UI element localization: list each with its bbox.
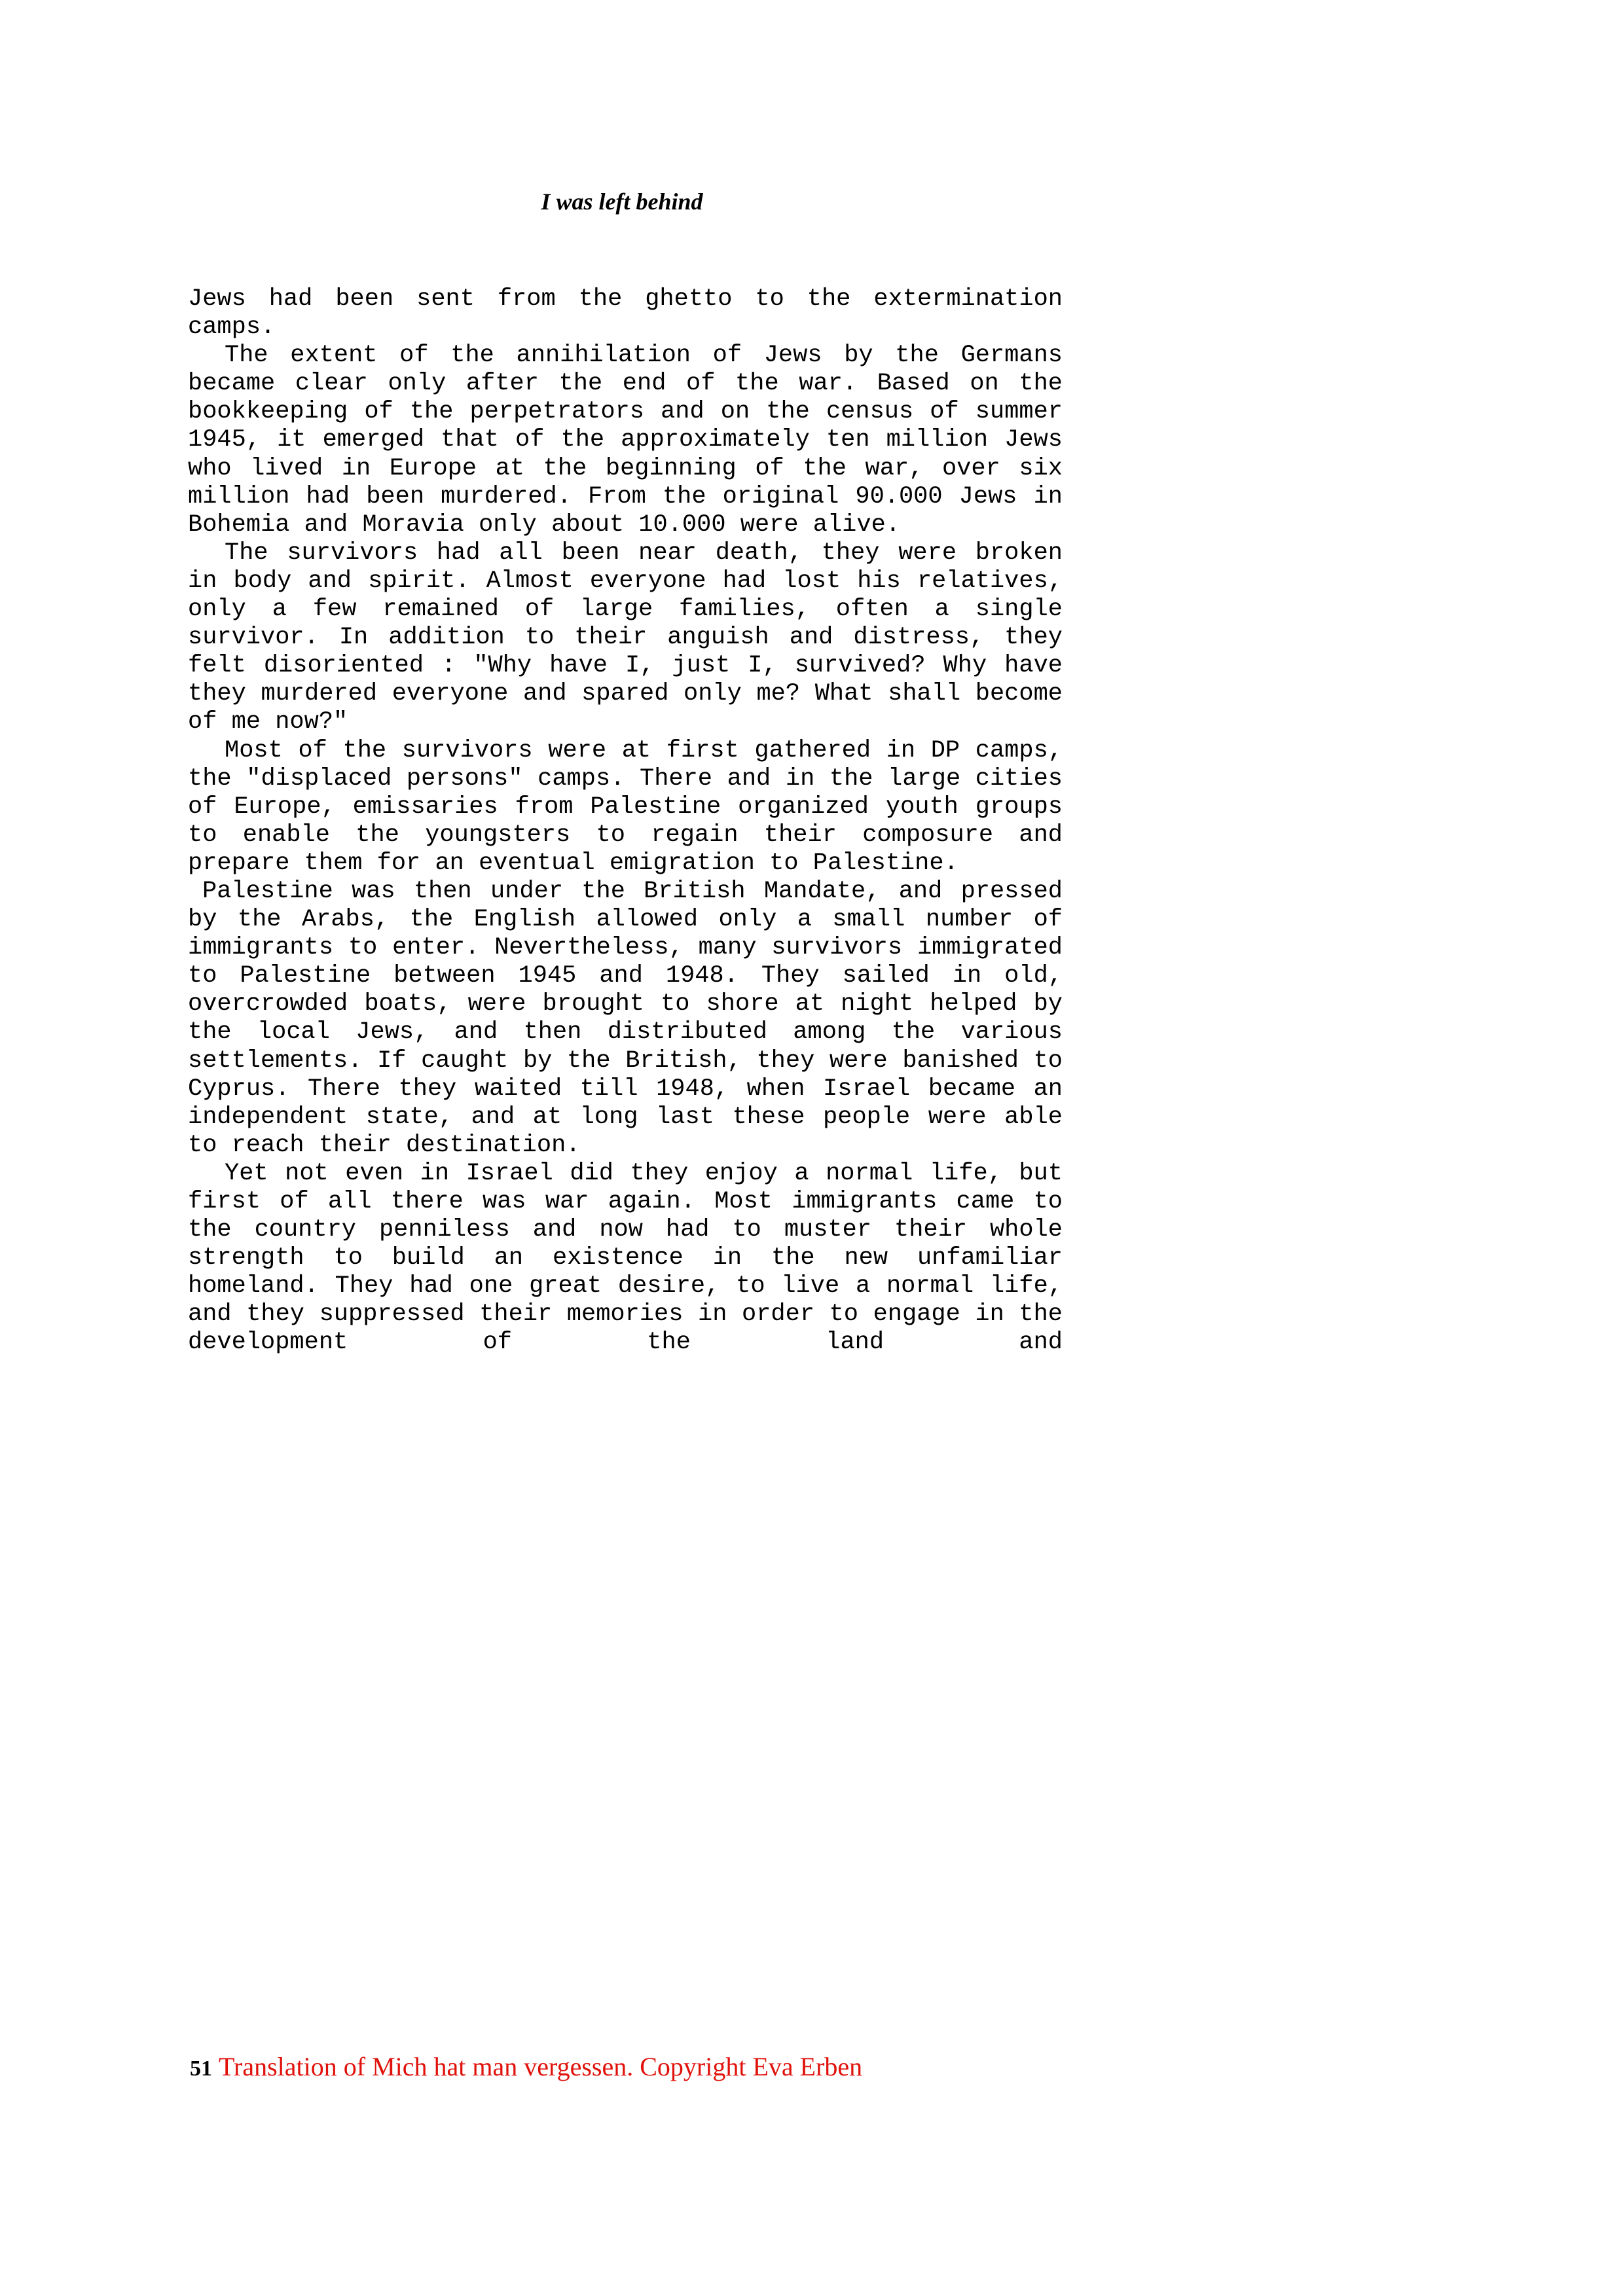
paragraph-1: Jews had been sent from the ghetto to the extermination camps. <box>188 285 1063 342</box>
running-header-title: I was left behind <box>541 188 703 215</box>
page-number: 51 <box>190 2056 212 2081</box>
paragraph-6: Yet not even in Israel did they enjoy a normal life, but first of all there was war again. Most immigrants came to the country penniless and now had to muster their whole strength to build an existence in the new unfamiliar homeland. They had one great desire, to live a normal life, and they suppressed their memories in order to engage in the development of the land and <box>188 1159 1063 1357</box>
paragraph-5: Palestine was then under the British Mandate, and pressed by the Arabs, the English allowed only a small number of immigrants to enter. Nevertheless, many survivors immigrated to Palestine between 1945 and 1948. They sailed in old, overcrowded boats, were brought to shore at night helped by the local Jews, and then distributed among the various settlements. If caught by the British, they were banished to Cyprus. There they waited till 1948, when Israel became an independent state, and at long last these people were able to reach their destination. <box>188 877 1063 1159</box>
body-text <box>188 285 1063 1357</box>
footer-copyright-note: Translation of Mich hat man vergessen. Copyright Eva Erben <box>219 2052 863 2081</box>
paragraph-4: Most of the survivors were at first gathered in DP camps, the "displaced persons" camps. There and in the large cities of Europe, emissaries from Palestine organized youth groups to enable the youngsters to regain their composure and prepare them for an eventual emigration to Palestine. <box>188 736 1063 877</box>
paragraph-2: The extent of the annihilation of Jews by the Germans became clear only after the end of the war. Based on the bookkeeping of the perpetrators and on the census of summer 1945, it emerged that of the approximately ten million Jews who lived in Europe at the beginning of the war, over six million had been murdered. From the original 90.000 Jews in Bohemia and Moravia only about 10.000 were alive. <box>188 342 1063 539</box>
paragraph-3: The survivors had all been near death, they were broken in body and spirit. Almost everyone had lost his relatives, only a few remained of large families, often a single survivor. In addition to their anguish and distress, they felt disoriented : "Why have I, just I, survived? Why have they murdered everyone and spared only me? What shall become of me now?" <box>188 539 1063 736</box>
page-footer <box>190 2054 862 2080</box>
